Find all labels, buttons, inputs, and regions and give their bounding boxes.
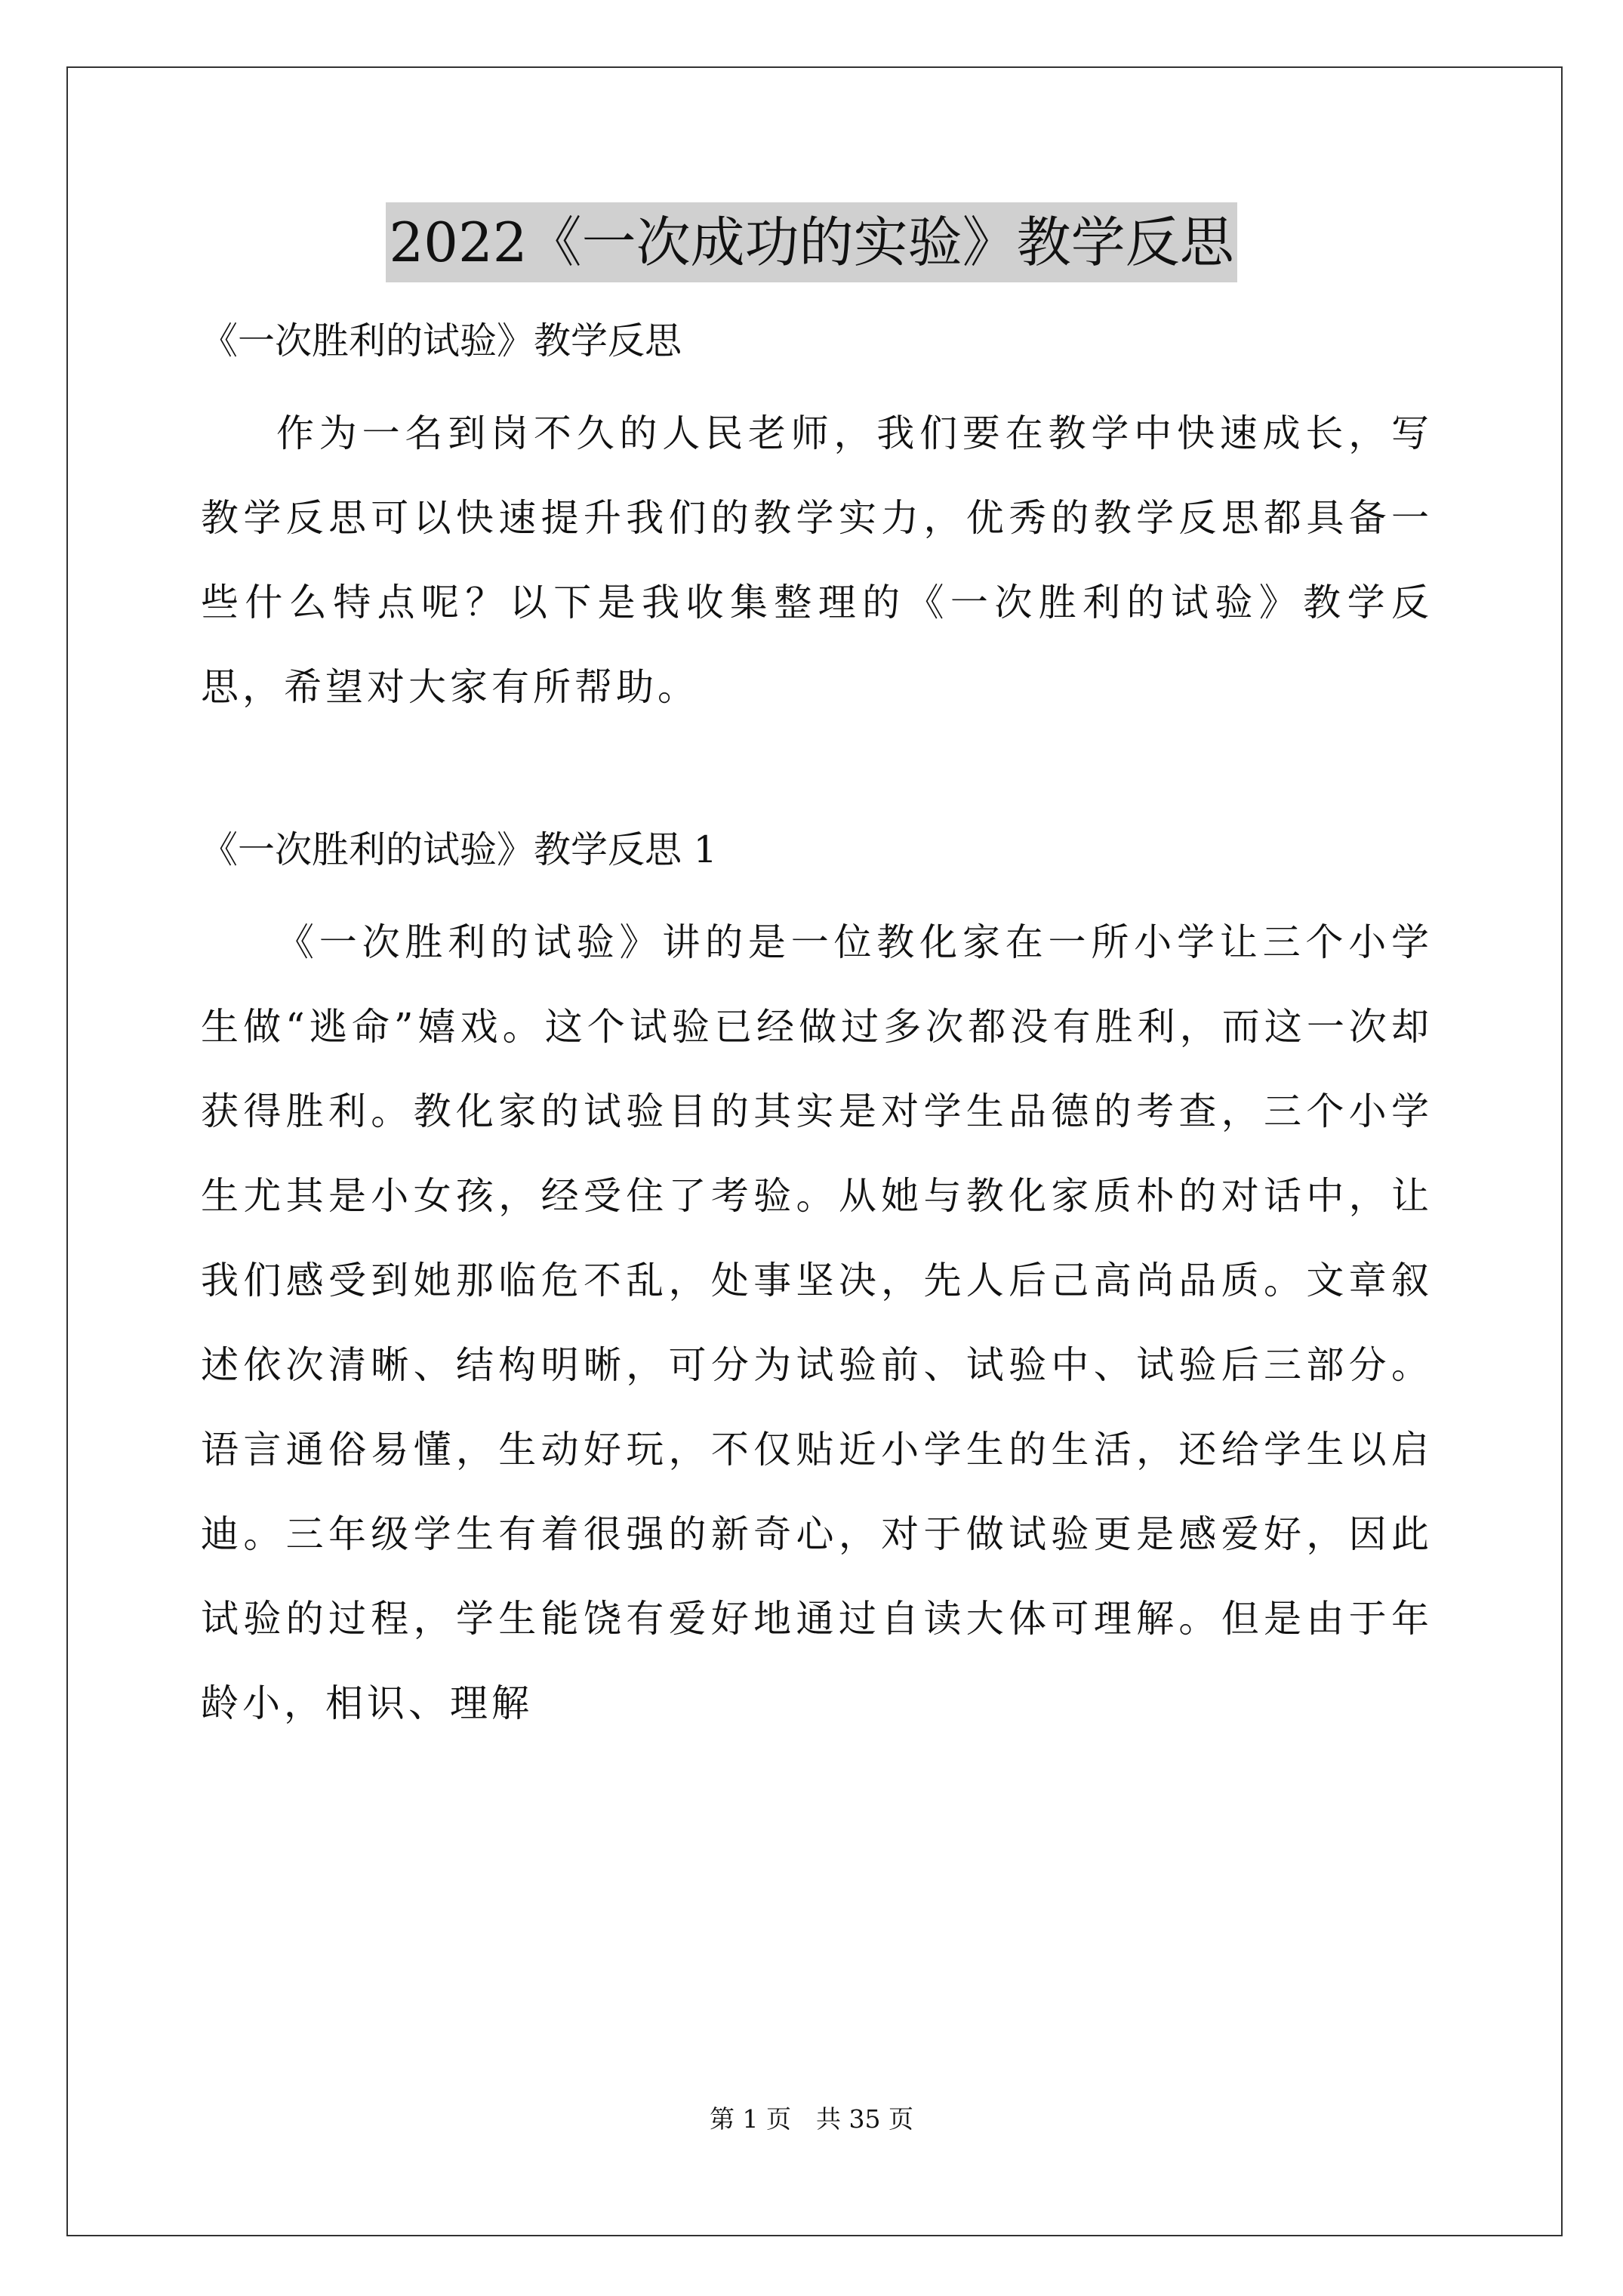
- intro-paragraph: 作为一名到岗不久的人民老师，我们要在教学中快速成长，写教学反思可以快速提升我们的教学实力，优秀的教学反思都具备一些什么特点呢？以下是我收集整理的《一次胜利的试验》教学反思，希望对大家有所帮助。: [201, 411, 1433, 709]
- body-paragraph: 《一次胜利的试验》讲的是一位教化家在一所小学让三个小学生做“逃命”嬉戏。这个试验已经做过多次都没有胜利，而这一次却获得胜利。教化家的试验目的其实是对学生品德的考查，三个小学生尤其是小女孩，经受住了考验。从她与教化家质朴的对话中，让我们感受到她那临危不乱，处事坚决，先人后己高尚品质。文章叙述依次清晰、结构明晰，可分为试验前、试验中、试验后三部分。语言通俗易懂，生动好玩，不仅贴近小学生的生活，还给学生以启迪。三年级学生有着很强的新奇心，对于做试验更是感爱好，因此试验的过程，学生能饶有爱好地通过自读大体可理解。但是由于年龄小，相识、理解: [201, 920, 1433, 1725]
- title-container: [0, 202, 1623, 282]
- section-heading-1: 《一次胜利的试验》教学反思 1: [201, 828, 717, 871]
- document-body: [201, 311, 1433, 1746]
- document-title: 2022《一次成功的实验》教学反思: [386, 202, 1236, 282]
- section-heading: 《一次胜利的试验》教学反思: [201, 319, 682, 362]
- page-footer: 第 1 页 共 35 页: [710, 2104, 913, 2134]
